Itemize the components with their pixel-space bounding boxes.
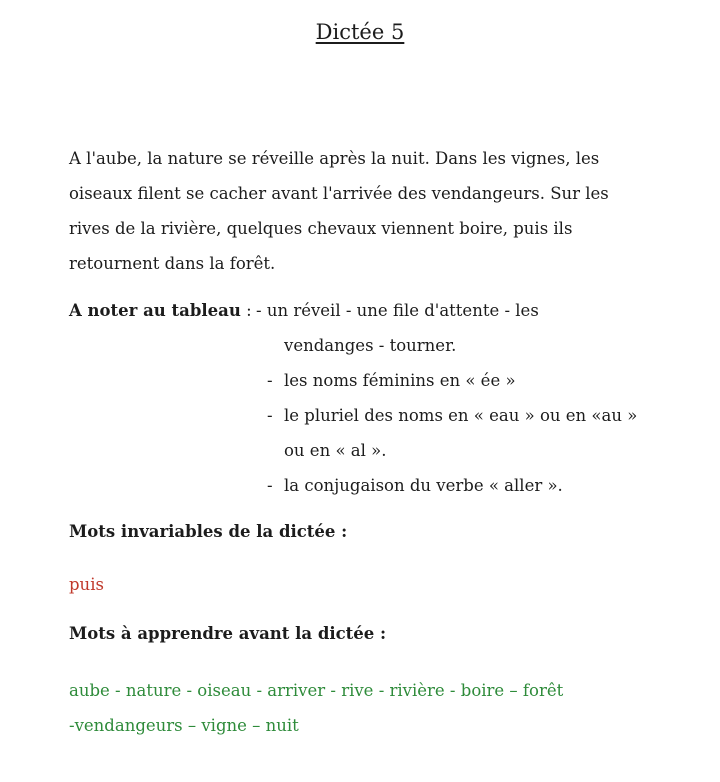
board-label-separator: : — [240, 301, 257, 320]
board-item-text: la conjugaison du verbe « aller ». — [284, 476, 563, 495]
passage-line: retournent dans la forêt. — [69, 254, 276, 273]
passage-line: oiseaux filent se cacher avant l'arrivée des vendangeurs. Sur les — [69, 184, 609, 203]
board-list-item — [267, 398, 637, 468]
board-dash: - — [267, 476, 273, 495]
board-dash: - — [267, 371, 273, 390]
dictation-title: Dictée 5 — [315, 20, 405, 44]
invariables-heading: Mots invariables de la dictée : — [69, 522, 348, 541]
board-label-text: A noter au tableau — [69, 301, 241, 320]
passage-line: rives de la rivière, quelques chevaux viennent boire, puis ils — [69, 219, 573, 238]
board-first-item: - un réveil - une file d'attente - les — [256, 301, 539, 320]
board-dash: - — [267, 406, 273, 425]
words-to-learn-line: aube - nature - oiseau - arriver - rive - rivière - boire – forêt — [69, 681, 564, 700]
board-item-text: le pluriel des noms en « eau » ou en «au » — [284, 406, 638, 425]
words-to-learn — [69, 673, 563, 743]
invariable-words: puis — [69, 575, 104, 594]
board-list — [267, 328, 637, 503]
board-list-item — [267, 468, 637, 503]
board-list-item — [267, 328, 637, 363]
board-item-text: ou en « al ». — [284, 441, 387, 460]
board-label — [69, 293, 257, 328]
board-item-text: vendanges - tourner. — [284, 336, 457, 355]
board-list-item — [267, 363, 637, 398]
passage-line: A l'aube, la nature se réveille après la nuit. Dans les vignes, les — [69, 149, 600, 168]
dictation-passage — [69, 141, 659, 281]
board-item-text: les noms féminins en « ée » — [284, 371, 516, 390]
words-to-learn-line: -vendangeurs – vigne – nuit — [69, 716, 299, 735]
words-to-learn-heading: Mots à apprendre avant la dictée : — [69, 624, 387, 643]
